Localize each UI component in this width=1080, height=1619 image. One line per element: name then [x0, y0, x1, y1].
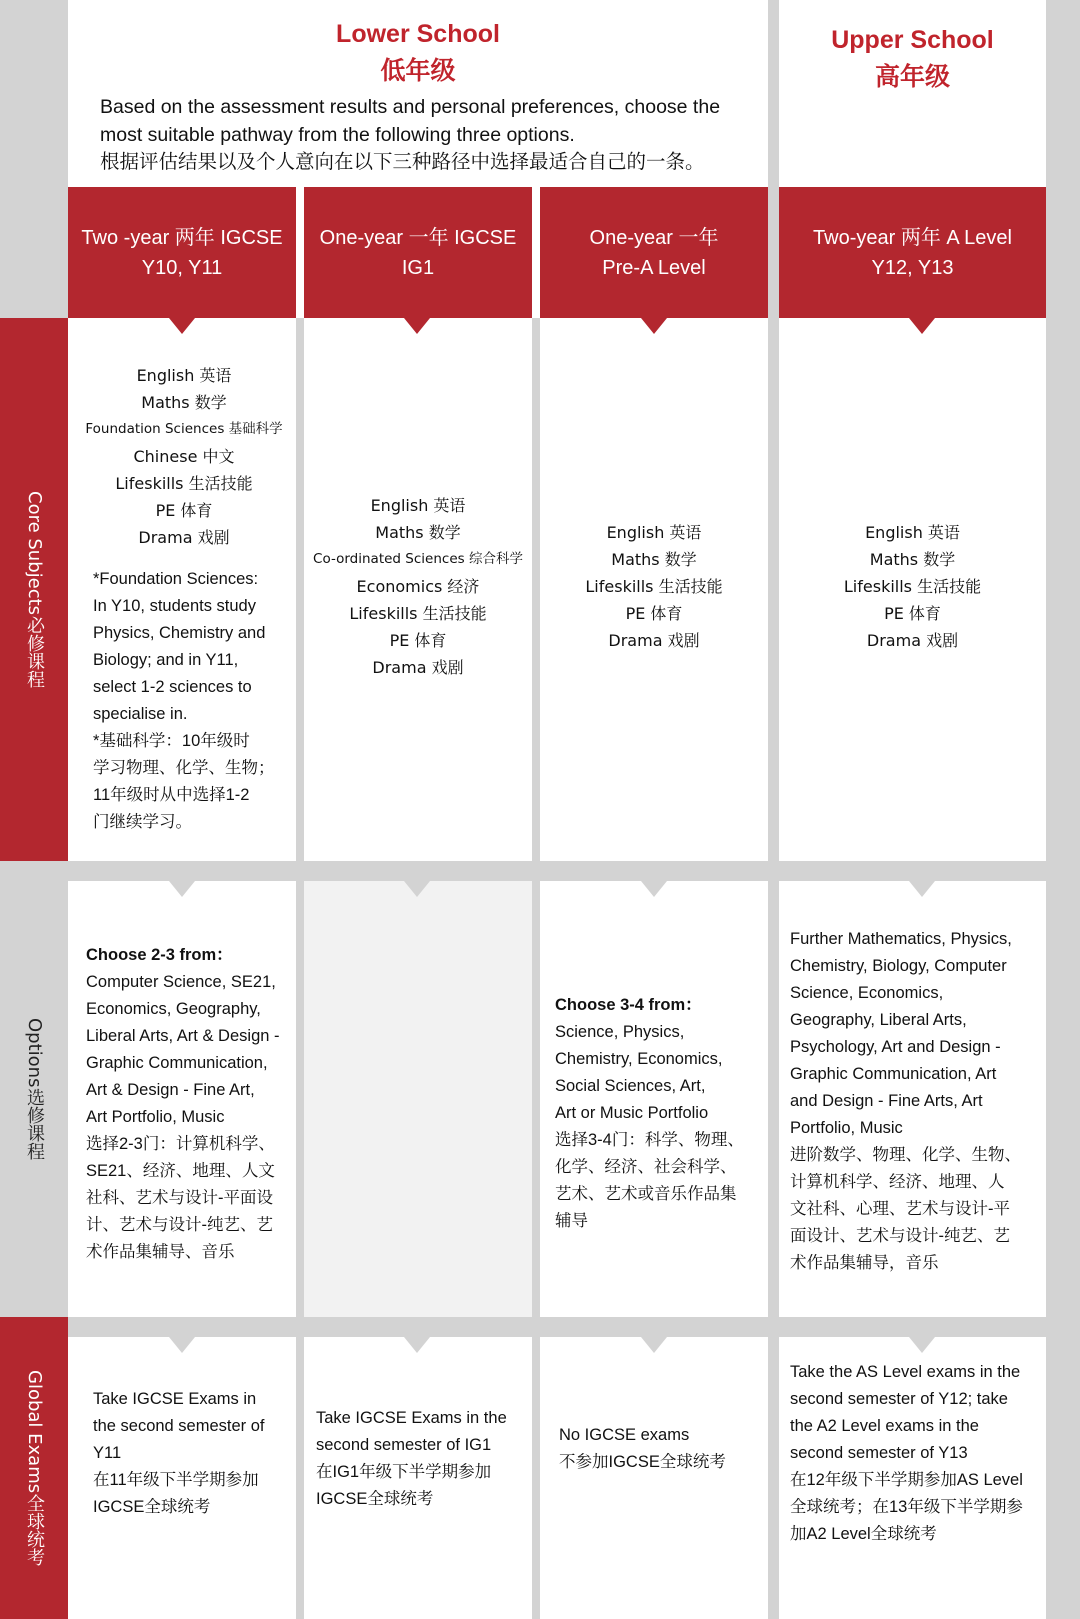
down-arrow-icon [909, 318, 935, 334]
pathway-title: Two -year 两年 IGCSE [81, 226, 283, 249]
column-divider-upper [768, 0, 779, 1619]
options-line: Psychology, Art and Design - [790, 1038, 1001, 1056]
exams-line: 在11年级下半学期参加 [93, 1471, 259, 1489]
subject-item: Drama 戏剧 [372, 658, 464, 677]
options-line: 辅导 [555, 1212, 588, 1230]
subject-item: Drama 戏剧 [866, 631, 959, 650]
options-line: and Design - Fine Arts, Art [790, 1092, 983, 1110]
subject-item: PE 体育 [389, 631, 447, 650]
down-arrow-icon [641, 881, 667, 897]
subject-item: PE 体育 [155, 501, 213, 520]
note-line: specialise in. [93, 705, 188, 723]
down-arrow-icon [404, 318, 430, 334]
pathway-years: Y10, Y11 [141, 256, 223, 279]
pathway-header-two-year-igcse [68, 187, 296, 318]
options-line: 选择2-3门：计算机科学、 [86, 1135, 275, 1153]
row-label-core-en: Core Subjects [24, 491, 45, 616]
lower-school-title [68, 16, 768, 90]
exams-band [68, 1317, 1046, 1337]
upper-school-title [779, 22, 1046, 96]
options-heading: Choose 3-4 from： [555, 996, 702, 1014]
down-arrow-icon [169, 318, 195, 334]
exams-line: the second semester of [93, 1417, 265, 1435]
options-line: Geography, Liberal Arts, [790, 1011, 967, 1029]
down-arrow-icon [909, 1337, 935, 1353]
subject-item: Economics 经济 [356, 577, 480, 596]
core-subjects-a-level [779, 519, 1046, 654]
subject-item: Foundation Sciences 基础科学 [85, 421, 283, 437]
subject-item: English 英语 [136, 366, 232, 385]
options-line: 艺术、艺术或音乐作品集 [555, 1185, 737, 1203]
subject-item: Drama 戏剧 [608, 631, 700, 650]
options-heading: Choose 2-3 from： [86, 946, 233, 964]
lower-school-title-en: Lower School [336, 20, 500, 48]
exams-line: 不参加IGCSE全球统考 [559, 1453, 726, 1471]
core-subjects-two-year-igcse [68, 362, 300, 551]
row-label-options-zh: 选修课程 [24, 1087, 45, 1160]
options-line: 术作品集辅导，音乐 [790, 1254, 939, 1272]
options-two-year-igcse [86, 942, 296, 1266]
subject-item: Maths 数学 [611, 550, 697, 569]
intro-line-3: 根据评估结果以及个人意向在以下三种路径中选择最适合自己的一条。 [100, 151, 705, 173]
subject-item: Chinese 中文 [133, 447, 235, 466]
pathway-header-a-level [779, 187, 1046, 318]
options-empty-cell [304, 881, 532, 1317]
pathway-years: IG1 [401, 256, 435, 279]
pathway-title: One-year 一年 [589, 226, 719, 249]
exams-line: Take IGCSE Exams in [93, 1390, 257, 1408]
subject-item: Lifeskills 生活技能 [843, 577, 982, 596]
row-label-core-zh: 必修课程 [24, 615, 45, 688]
exams-line: Y11 [93, 1444, 122, 1462]
options-line: Art Portfolio, Music [86, 1108, 225, 1126]
core-subjects-pre-a-level [540, 519, 768, 654]
exams-a-level [790, 1359, 1046, 1548]
options-line: Art & Design - Fine Art, [86, 1081, 255, 1099]
options-line: 计算机科学、经济、地理、人 [790, 1173, 1005, 1191]
options-line: SE21、经济、地理、人文 [86, 1162, 275, 1180]
subject-item: PE 体育 [884, 604, 941, 623]
pathway-title: One-year 一年 IGCSE [319, 226, 517, 249]
intro-text [100, 94, 768, 177]
exams-line: second semester of Y13 [790, 1444, 968, 1462]
down-arrow-icon [641, 318, 667, 334]
subject-item: Maths 数学 [141, 393, 227, 412]
options-line: Graphic Communication, Art [790, 1065, 997, 1083]
down-arrow-icon [909, 881, 935, 897]
row-label-options-en: Options [24, 1018, 45, 1088]
options-line: 计、艺术与设计-纯艺、艺 [86, 1216, 273, 1234]
pathway-header-one-year-igcse [304, 187, 532, 318]
options-line: Social Sciences, Art, [555, 1077, 706, 1095]
options-line: 进阶数学、物理、化学、生物、 [790, 1146, 1021, 1164]
intro-line-1: Based on the assessment results and personal preferences, choose the [100, 96, 721, 118]
subject-item: Drama 戏剧 [138, 528, 230, 547]
subject-item: Lifeskills 生活技能 [115, 474, 253, 493]
options-line: 术作品集辅导、音乐 [86, 1243, 235, 1261]
options-line: Science, Physics, [555, 1023, 685, 1041]
row-label-core [0, 318, 68, 861]
note-line: Physics, Chemistry and [93, 624, 266, 642]
row-label-options [0, 861, 68, 1317]
note-line: 11年级时从中选择1-2 [93, 786, 250, 804]
subject-item: Co-ordinated Sciences 综合科学 [313, 551, 523, 567]
left-top-gray [0, 0, 68, 318]
upper-school-title-zh: 高年级 [874, 63, 950, 91]
exams-line: 全球统考；在13年级下半学期参 [790, 1498, 1023, 1516]
note-line: Biology; and in Y11, [93, 651, 239, 669]
options-line: 社科、艺术与设计-平面设 [86, 1189, 273, 1207]
note-line: 门继续学习。 [93, 813, 192, 831]
exams-line: 在IG1年级下半学期参加 [316, 1463, 492, 1481]
exams-line: 加A2 Level全球统考 [790, 1525, 937, 1543]
options-line: Science, Economics, [790, 984, 944, 1002]
subject-item: Maths 数学 [869, 550, 956, 569]
subject-item: PE 体育 [625, 604, 683, 623]
row-label-exams-en: Global Exams [24, 1370, 45, 1494]
pathway-years: Pre-A Level [602, 256, 706, 279]
options-line: Computer Science, SE21, [86, 973, 276, 991]
options-pre-a-level [555, 992, 768, 1235]
column-divider-right [1046, 0, 1080, 1619]
subject-item: Lifeskills 生活技能 [349, 604, 487, 623]
exams-line: IGCSE全球统考 [316, 1490, 434, 1508]
subject-item: Maths 数学 [375, 523, 461, 542]
down-arrow-icon [169, 1337, 195, 1353]
options-line: 选择3-4门：科学、物理、 [555, 1131, 744, 1149]
down-arrow-icon [404, 881, 430, 897]
subject-item: English 英语 [370, 496, 466, 515]
subject-item: English 英语 [606, 523, 702, 542]
note-line: 学习物理、化学、生物； [93, 759, 275, 777]
exams-line: the A2 Level exams in the [790, 1417, 979, 1435]
subject-item: Lifeskills 生活技能 [585, 577, 723, 596]
options-line: Art or Music Portfolio [555, 1104, 709, 1122]
options-band [68, 861, 1046, 881]
note-line: *基础科学：10年级时 [93, 732, 250, 750]
foundation-sciences-note [93, 566, 293, 836]
exams-line: second semester of IG1 [316, 1436, 492, 1454]
exams-pre-a-level [559, 1422, 768, 1476]
options-a-level [790, 926, 1046, 1277]
subject-item: English 英语 [865, 523, 960, 542]
exams-line: IGCSE全球统考 [93, 1498, 211, 1516]
down-arrow-icon [169, 881, 195, 897]
options-line: Liberal Arts, Art & Design - [86, 1027, 280, 1045]
row-label-exams-zh: 全球统考 [24, 1493, 45, 1566]
pathway-header-pre-a-level [540, 187, 768, 318]
note-line: select 1-2 sciences to [93, 678, 252, 696]
lower-school-title-zh: 低年级 [380, 57, 456, 85]
options-line: 面设计、艺术与设计-纯艺、艺 [790, 1227, 1010, 1245]
note-line: *Foundation Sciences: [93, 570, 259, 588]
exams-two-year-igcse [93, 1386, 296, 1521]
options-line: Portfolio, Music [790, 1119, 903, 1137]
options-line: Graphic Communication, [86, 1054, 268, 1072]
exams-line: second semester of Y12; take [790, 1390, 1008, 1408]
exams-one-year-igcse [316, 1405, 532, 1513]
row-label-exams [0, 1317, 68, 1619]
options-line: Chemistry, Biology, Computer [790, 957, 1007, 975]
pathway-title: Two-year 两年 A Level [813, 226, 1012, 249]
exams-line: Take IGCSE Exams in the [316, 1409, 507, 1427]
options-line: 文社科、心理、艺术与设计-平 [790, 1200, 1010, 1218]
note-line: In Y10, students study [93, 597, 256, 615]
options-line: Further Mathematics, Physics, [790, 930, 1012, 948]
intro-line-2: most suitable pathway from the following three options. [100, 123, 575, 146]
exams-line: Take the AS Level exams in the [790, 1363, 1021, 1381]
core-subjects-one-year-igcse [302, 492, 534, 681]
options-line: Chemistry, Economics, [555, 1050, 723, 1068]
exams-line: 在12年级下半学期参加AS Level [790, 1471, 1023, 1489]
pathway-years: Y12, Y13 [871, 256, 954, 279]
down-arrow-icon [404, 1337, 430, 1353]
options-line: 化学、经济、社会科学、 [555, 1158, 737, 1176]
exams-line: No IGCSE exams [559, 1426, 690, 1444]
upper-school-title-en: Upper School [831, 26, 994, 54]
options-line: Economics, Geography, [86, 1000, 261, 1018]
down-arrow-icon [641, 1337, 667, 1353]
